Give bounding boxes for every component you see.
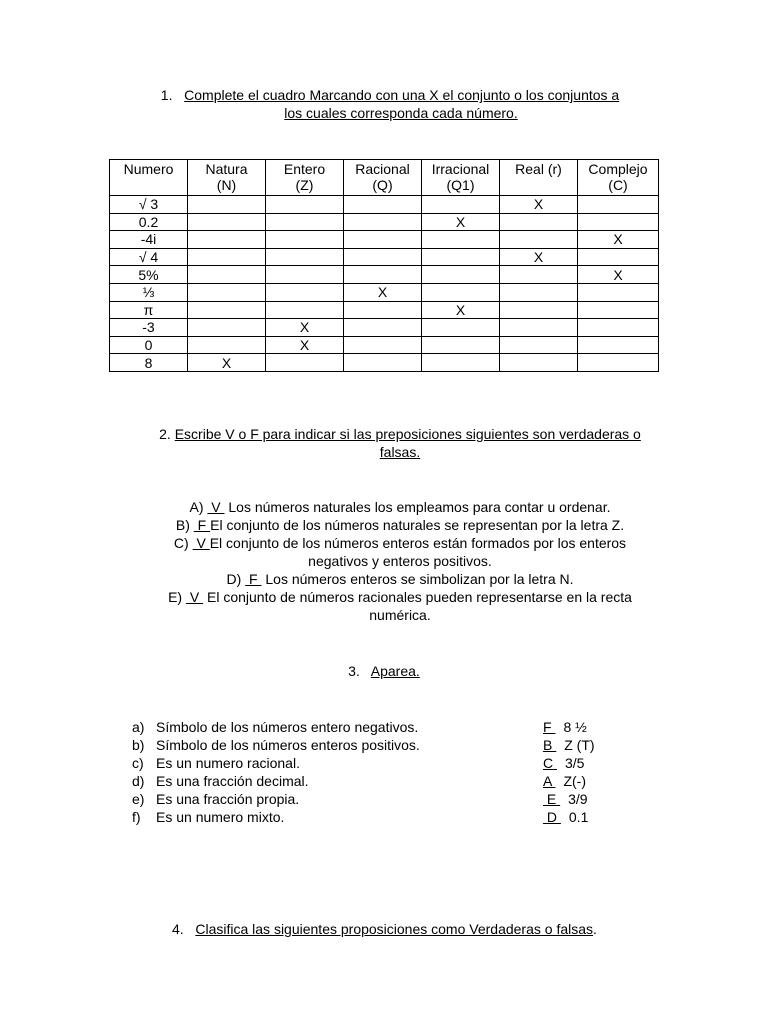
mark-cell	[578, 336, 659, 354]
mark-cell	[422, 354, 500, 372]
header-symbol: (C)	[608, 177, 628, 193]
table-header-cell	[188, 160, 266, 196]
mark-cell	[266, 266, 344, 284]
header-symbol: (Z)	[295, 177, 314, 193]
header-label: Racional	[355, 161, 410, 177]
true-false-item	[110, 606, 690, 624]
mark-cell	[344, 213, 422, 231]
mark-cell	[578, 283, 659, 301]
table-body	[110, 196, 659, 372]
mark-cell	[266, 196, 344, 214]
mark-cell	[266, 283, 344, 301]
question-1-title-line1: Complete el cuadro Marcando con una X el conjunto o los conjuntos a	[184, 87, 620, 103]
mark-cell	[422, 336, 500, 354]
mark-cell	[500, 319, 578, 337]
item-text: Es un numero racional.	[156, 755, 300, 771]
answer-blank: A	[543, 773, 556, 789]
matching-item	[132, 736, 632, 754]
item-label: A)	[189, 499, 204, 515]
mark-cell	[188, 319, 266, 337]
mark-cell	[578, 196, 659, 214]
mark-cell	[500, 336, 578, 354]
mark-cell: X	[578, 266, 659, 284]
header-label: Entero	[283, 161, 326, 177]
mark-cell: X	[266, 336, 344, 354]
mark-cell	[422, 266, 500, 284]
mark-cell: X	[422, 213, 500, 231]
mark-cell: X	[422, 301, 500, 319]
answer-blank: F	[193, 517, 211, 533]
mark-cell	[188, 283, 266, 301]
mark-cell	[266, 213, 344, 231]
item-text: Es una fracción decimal.	[156, 773, 309, 789]
question-2-number: 2.	[159, 426, 171, 442]
true-false-item	[110, 588, 690, 606]
table-row	[110, 336, 659, 354]
item-label: D)	[226, 571, 242, 587]
true-false-list	[110, 498, 690, 624]
header-symbol: (Q)	[372, 177, 393, 193]
mark-cell	[266, 248, 344, 266]
mark-cell: X	[188, 354, 266, 372]
question-4-period: .	[593, 921, 597, 937]
mark-cell	[422, 319, 500, 337]
item-letter: a)	[132, 719, 145, 735]
answer-group	[543, 808, 588, 826]
mark-cell: X	[500, 196, 578, 214]
mark-cell: X	[578, 231, 659, 249]
item-text: Símbolo de los números entero negativos.	[156, 719, 419, 735]
true-false-item	[110, 534, 690, 552]
answer-blank: V	[207, 499, 225, 515]
number-cell: 0.2	[110, 213, 188, 231]
mark-cell	[188, 301, 266, 319]
question-3	[0, 662, 768, 680]
match-value: 3/9	[568, 791, 588, 807]
mark-cell	[578, 301, 659, 319]
table-header-cell	[344, 160, 422, 196]
mark-cell	[266, 231, 344, 249]
mark-cell	[500, 213, 578, 231]
mark-cell	[344, 354, 422, 372]
mark-cell	[422, 283, 500, 301]
item-text: Los números enteros se simbolizan por la letra N.	[261, 571, 574, 587]
header-symbol: (N)	[216, 177, 237, 193]
mark-cell	[188, 266, 266, 284]
item-text: Los números naturales los empleamos para contar u ordenar.	[224, 499, 611, 515]
number-cell: 0	[110, 336, 188, 354]
item-text: El conjunto de los números enteros están formados por los enteros	[209, 535, 627, 551]
matching-list	[132, 718, 632, 826]
table-header-row	[110, 160, 659, 196]
number-cell: π	[110, 301, 188, 319]
mark-cell	[344, 336, 422, 354]
table-row	[110, 266, 659, 284]
table-header-cell	[500, 160, 578, 196]
mark-cell	[578, 319, 659, 337]
question-2-title-line2: falsas.	[379, 444, 421, 460]
mark-cell	[578, 354, 659, 372]
question-1-title	[120, 86, 660, 104]
question-1	[120, 86, 660, 122]
answer-blank: F	[543, 719, 556, 735]
answer-group	[543, 736, 595, 754]
mark-cell	[500, 231, 578, 249]
question-1-number: 1.	[160, 87, 173, 103]
table-row	[110, 248, 659, 266]
item-text: numérica.	[369, 607, 431, 623]
mark-cell	[188, 213, 266, 231]
true-false-item	[110, 498, 690, 516]
mark-cell	[422, 248, 500, 266]
match-value: 3/5	[565, 755, 585, 771]
item-label: B)	[175, 517, 190, 533]
mark-cell	[500, 283, 578, 301]
mark-cell	[500, 266, 578, 284]
mark-cell	[188, 248, 266, 266]
question-1-title-line2: los cuales corresponda cada número.	[284, 105, 518, 121]
number-cell: ⅓	[110, 283, 188, 301]
mark-cell	[578, 213, 659, 231]
mark-cell	[344, 248, 422, 266]
header-symbol: (Q1)	[446, 177, 475, 193]
number-cell: √ 4	[110, 248, 188, 266]
item-label: C)	[173, 535, 189, 551]
question-4-number: 4.	[172, 921, 184, 937]
matching-item	[132, 808, 632, 826]
question-4-title: Clasifica las siguientes proposiciones como Verdaderas o falsas	[195, 921, 594, 937]
mark-cell	[500, 354, 578, 372]
answer-blank: C	[543, 755, 557, 771]
table-header-cell	[578, 160, 659, 196]
mark-cell: X	[500, 248, 578, 266]
table-row	[110, 213, 659, 231]
header-label: Natura	[205, 161, 248, 177]
mark-cell	[344, 319, 422, 337]
match-value: 0.1	[568, 809, 589, 825]
item-text: Símbolo de los números enteros positivos.	[156, 737, 420, 753]
question-3-number: 3.	[348, 663, 360, 679]
table-row	[110, 283, 659, 301]
match-value: Z (T)	[564, 737, 595, 753]
answer-group	[543, 790, 588, 808]
mark-cell	[578, 248, 659, 266]
mark-cell	[344, 231, 422, 249]
item-letter: b)	[132, 737, 145, 753]
item-letter: f)	[132, 809, 141, 825]
item-text: El conjunto de los números naturales se representan por la letra Z.	[210, 517, 625, 533]
table-row	[110, 231, 659, 249]
mark-cell: X	[266, 319, 344, 337]
mark-cell	[422, 196, 500, 214]
item-letter: e)	[132, 791, 145, 807]
header-label: Numero	[123, 161, 174, 177]
item-text: Es una fracción propia.	[156, 791, 300, 807]
item-letter: c)	[132, 755, 144, 771]
item-label: E)	[168, 589, 183, 605]
table-header-cell	[422, 160, 500, 196]
answer-blank: B	[543, 737, 557, 753]
item-text: negativos y enteros positivos.	[308, 553, 492, 569]
answer-group	[543, 718, 587, 736]
number-cell: 8	[110, 354, 188, 372]
item-text: El conjunto de números racionales pueden representarse en la recta	[203, 589, 632, 605]
match-value: Z(-)	[563, 773, 587, 789]
mark-cell: X	[344, 283, 422, 301]
match-value: 8 ½	[563, 719, 587, 735]
header-label: Irracional	[431, 161, 490, 177]
mark-cell	[344, 196, 422, 214]
question-3-title: Aparea.	[370, 663, 420, 679]
answer-blank: D	[543, 809, 561, 825]
answer-blank: E	[543, 791, 561, 807]
question-4	[172, 920, 732, 938]
true-false-item	[110, 552, 690, 570]
answer-blank: V	[185, 589, 204, 605]
item-letter: d)	[132, 773, 145, 789]
mark-cell	[344, 301, 422, 319]
table-row	[110, 196, 659, 214]
number-cell: -3	[110, 319, 188, 337]
item-text: Es un numero mixto.	[156, 809, 285, 825]
answer-group	[543, 754, 584, 772]
mark-cell	[344, 266, 422, 284]
mark-cell	[500, 301, 578, 319]
question-2-title-line1: Escribe V o F para indicar si las preposiciones siguientes son verdaderas o	[174, 426, 641, 442]
matching-item	[132, 754, 632, 772]
sets-table	[109, 159, 659, 372]
mark-cell	[266, 354, 344, 372]
number-cell: √ 3	[110, 196, 188, 214]
table-row	[110, 301, 659, 319]
table-row	[110, 354, 659, 372]
mark-cell	[188, 336, 266, 354]
table-header-cell	[110, 160, 188, 196]
mark-cell	[422, 231, 500, 249]
answer-blank: F	[245, 571, 262, 587]
answer-group	[543, 772, 586, 790]
mark-cell	[188, 196, 266, 214]
mark-cell	[188, 231, 266, 249]
number-cell: 5%	[110, 266, 188, 284]
matching-item	[132, 790, 632, 808]
true-false-item	[110, 516, 690, 534]
answer-blank: V	[192, 535, 210, 551]
table-row	[110, 319, 659, 337]
matching-item	[132, 772, 632, 790]
question-2	[110, 425, 690, 461]
table-header-cell	[266, 160, 344, 196]
header-label: Real (r)	[515, 161, 562, 177]
matching-item	[132, 718, 632, 736]
true-false-item	[110, 570, 690, 588]
header-label: Complejo	[588, 161, 648, 177]
number-cell: -4i	[110, 231, 188, 249]
mark-cell	[266, 301, 344, 319]
